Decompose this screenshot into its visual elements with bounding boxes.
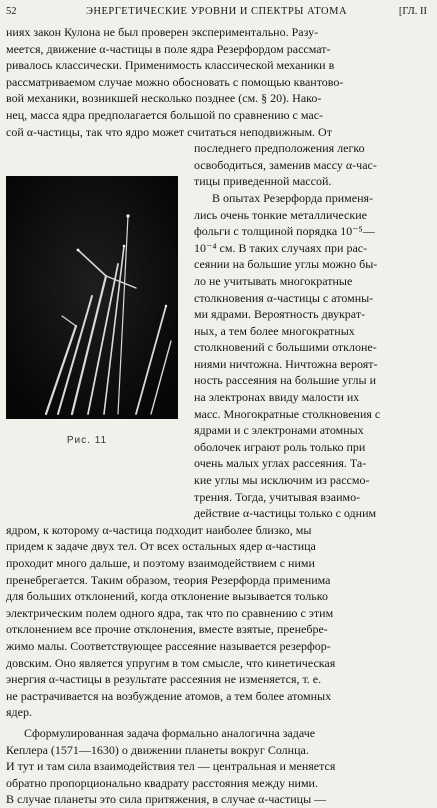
text-line: ядрами и с электронами атомных xyxy=(194,423,364,438)
text-line: пренебрегается. Таким образом, теория Резерфорда применима xyxy=(6,572,331,587)
text-line: ядром, к которому α-частица подходит наиболее близко, мы xyxy=(6,522,312,537)
figure-caption: Рис. 11 xyxy=(66,435,108,446)
body-text xyxy=(6,24,427,808)
text-line: освободиться, заменив массу α-час- xyxy=(194,157,377,172)
text-line: Сформулированная задача формально аналогична задаче xyxy=(24,725,316,740)
text-line: отклонением все прочие отклонения, вместе взятые, пренебре- xyxy=(6,622,328,637)
text-line: обратно пропорционально квадрату расстояния между ними. xyxy=(6,775,318,790)
text-line: не растрачивается на возбуждение атомов, а тем более атомных xyxy=(6,688,332,703)
text-line: нец, масса ядра предполагается большой по сравнению с мас- xyxy=(6,107,324,122)
text-line: рассматриваемом случае можно обосновать с помощью квантово- xyxy=(6,74,344,89)
text-line: ниями ничтожна. Ничтожна вероят- xyxy=(194,356,378,371)
text-line: ность рассеяния на большие углы и xyxy=(194,373,377,388)
text-line: фольги с толщиной порядка 10⁻⁵— xyxy=(194,224,375,239)
text-line: масс. Многократные столкновения с xyxy=(194,406,381,421)
text-line: тицы приведенной массой. xyxy=(194,174,332,189)
text-line: столкновения α-частицы с атомны- xyxy=(194,290,374,305)
page-number: 52 xyxy=(6,6,17,17)
text-line: столкновений с большими отклоне- xyxy=(194,340,377,355)
chapter-mark: [ГЛ. II xyxy=(398,6,427,17)
text-line: последнего предположения легко xyxy=(194,141,365,156)
text-line: ядер. xyxy=(6,705,32,720)
text-line: оболочек играют роль только при xyxy=(194,439,366,454)
text-line: ривалось классически. Применимость классической механики в xyxy=(6,58,335,73)
text-line: электрическим полем одного ядра, так что по сравнению с этим xyxy=(6,605,334,620)
text-line: Кеплера (1571—1630) о движении планеты вокруг Солнца. xyxy=(6,742,309,757)
text-line: ми ядрами. Вероятность двукрат- xyxy=(194,307,366,322)
text-line: на электронах ввиду малости их xyxy=(194,390,360,405)
text-line: ниях закон Кулона не был проверен экспериментально. Разу- xyxy=(6,25,319,39)
text-line: очень малых углах рассеяния. Та- xyxy=(194,456,367,471)
text-line: довским. Оно является упругим в том смысле, что кинетическая xyxy=(6,655,336,670)
text-line: сой α-частицы, так что ядро может считаться неподвижным. От xyxy=(6,124,332,139)
running-header xyxy=(6,5,427,19)
running-title: ЭНЕРГЕТИЧЕСКИЕ УРОВНИ И СПЕКТРЫ АТОМА xyxy=(85,6,348,17)
text-line: трения. Тогда, учитывая взаимо- xyxy=(194,489,361,504)
text-line: меется, движение α-частицы в поле ядра Резерфордом рассмат- xyxy=(6,41,331,56)
text-line: проходит много дальше, и поэтому взаимодействием с ними xyxy=(6,556,315,570)
text-line: для больших отклонений, когда отклонение вызывается только xyxy=(6,589,328,604)
text-line: кие углы мы исключим из рассмо- xyxy=(194,473,370,488)
text-line: жимо малы. Соответствующее рассеяние называется резерфор- xyxy=(6,638,331,653)
text-line: действие α-частицы только с одним xyxy=(194,506,377,521)
text-line: ных, а тем более многократных xyxy=(194,323,355,338)
text-line: В опытах Резерфорда применя- xyxy=(212,190,374,205)
text-line: И тут и там сила взаимодействия тел — центральная и меняется xyxy=(6,759,336,774)
text-line: сеянии на большие углы можно бы- xyxy=(194,257,378,272)
text-line: ло не учитывать многократные xyxy=(194,273,353,288)
text-line: энергия α-частицы в результате рассеяния не изменяется, т. е. xyxy=(6,672,322,687)
text-line: лись очень тонкие металлические xyxy=(194,207,367,222)
text-line: 10⁻⁴ см. В таких случаях при рас- xyxy=(194,240,368,255)
text-line: придем к задаче двух тел. От всех остальных ядер α-частица xyxy=(6,539,316,554)
text-line: В случае планеты это сила притяжения, в случае α-частицы — xyxy=(6,792,327,807)
text-line: вой механики, возникшей несколько позднее (см. § 20). Нако- xyxy=(6,91,322,106)
